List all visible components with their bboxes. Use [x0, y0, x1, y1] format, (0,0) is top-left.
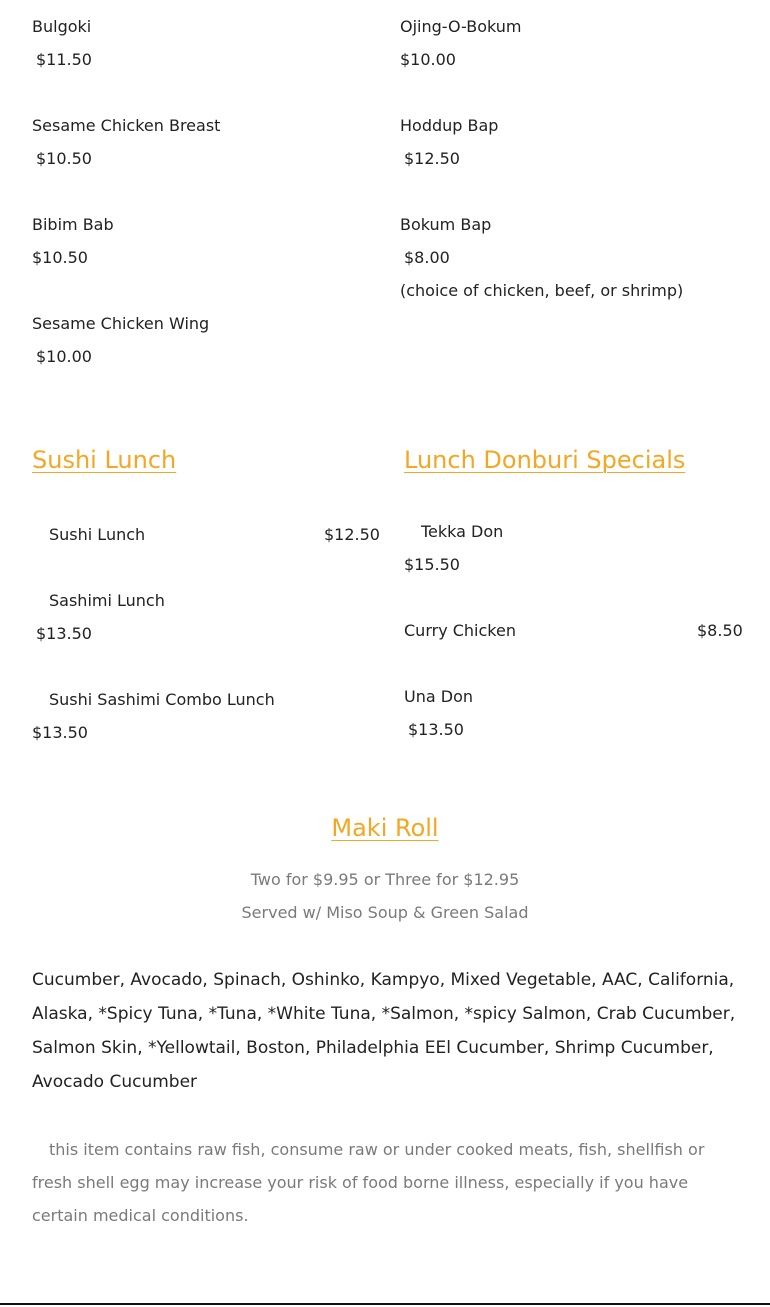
menu-item-price: $10.00: [400, 50, 456, 69]
menu-item-price: $13.50: [408, 720, 464, 739]
maki-roll-list: Cucumber, Avocado, Spinach, Oshinko, Kampyo, Mixed Vegetable, AAC, California, Alaska, *Spicy Tuna, *Tuna, *White Tuna, *Salmon, *spicy Salmon, Crab Cucumber, Salmon Skin, *Yellowtail, Boston, Philadelphia EEl Cucumber, Shrimp Cucumber, Avocado Cucumber: [32, 970, 736, 1092]
menu-item-price: $10.50: [36, 149, 92, 168]
menu-item-note: (choice of chicken, beef, or shrimp): [400, 281, 684, 300]
menu-item-price: $12.50: [324, 525, 380, 544]
menu-item-price: $10.50: [32, 248, 88, 267]
maki-heading-text[interactable]: Maki Roll: [331, 814, 439, 842]
menu-item-price: $10.00: [36, 347, 92, 366]
menu-item-name: Sashimi Lunch: [49, 591, 165, 610]
section-heading-sushi-lunch[interactable]: Sushi Lunch: [32, 446, 177, 474]
menu-item-price: $11.50: [36, 50, 92, 69]
menu-item-price: $13.50: [36, 624, 92, 643]
maki-price-line: Two for $9.95 or Three for $12.95: [250, 870, 520, 889]
maki-served-line: Served w/ Miso Soup & Green Salad: [241, 903, 529, 922]
menu-item-name: Ojing-O-Bokum: [400, 17, 522, 36]
menu-item-name: Una Don: [404, 687, 473, 706]
menu-item-name: Sushi Sashimi Combo Lunch: [49, 690, 275, 709]
menu-item-price: $12.50: [404, 149, 460, 168]
section-heading-maki-roll[interactable]: [0, 813, 770, 843]
menu-item-name: Sushi Lunch: [49, 525, 146, 544]
menu-item-price: $13.50: [32, 723, 88, 742]
menu-item-price: $8.50: [697, 621, 743, 640]
menu-item-name: Sesame Chicken Wing: [32, 314, 210, 333]
menu-item-name: Curry Chicken: [404, 621, 516, 640]
menu-item-name: Tekka Don: [421, 522, 504, 541]
menu-item-name: Bokum Bap: [400, 215, 492, 234]
bottom-divider: [0, 1303, 770, 1305]
section-heading-donburi[interactable]: Lunch Donburi Specials: [404, 446, 686, 474]
menu-item-name: Bulgoki: [32, 17, 92, 36]
menu-item-name: Bibim Bab: [32, 215, 114, 234]
raw-fish-disclaimer: this item contains raw fish, consume raw or under cooked meats, fish, shellfish or fresh shell egg may increase your risk of food borne illness, especially if you have certain medical conditions.: [32, 1140, 705, 1225]
menu-item-price: $15.50: [404, 555, 460, 574]
menu-item-name: Hoddup Bap: [400, 116, 499, 135]
menu-item-name: Sesame Chicken Breast: [32, 116, 221, 135]
menu-item-price: $8.00: [404, 248, 450, 267]
